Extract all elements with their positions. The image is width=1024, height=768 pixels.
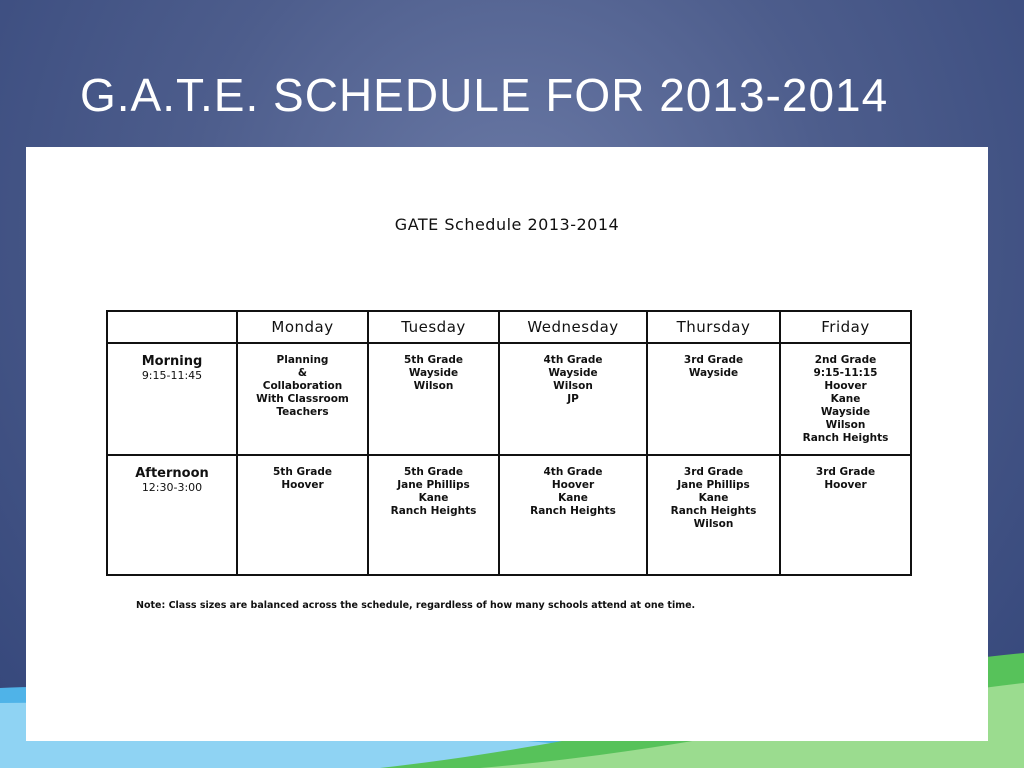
header-wednesday: Wednesday: [499, 311, 647, 343]
cell-line: Ranch Heights: [530, 505, 616, 517]
cell-line: &: [297, 367, 308, 379]
header-friday: Friday: [780, 311, 911, 343]
header-tuesday: Tuesday: [368, 311, 499, 343]
cell-line: Wilson: [693, 518, 734, 530]
cell-line: 5th Grade: [404, 354, 463, 366]
period-cell: [107, 343, 237, 455]
schedule-document: [26, 147, 988, 741]
document-heading: GATE Schedule 2013-2014: [394, 215, 620, 234]
schedule-cell: [780, 455, 911, 575]
slide-title: G.A.T.E. SCHEDULE FOR 2013-2014: [80, 69, 889, 121]
period-cell: [107, 455, 237, 575]
cell-line: 3rd Grade: [815, 466, 876, 478]
cell-line: Wilson: [413, 380, 454, 392]
table-row: [107, 455, 911, 575]
schedule-cell: [647, 455, 780, 575]
cell-line: Kane: [418, 492, 449, 504]
schedule-cell: [499, 343, 647, 455]
cell-line: Planning: [276, 354, 329, 366]
cell-line: Teachers: [276, 406, 329, 418]
cell-line: Wayside: [548, 367, 598, 379]
cell-line: 9:15-11:15: [813, 367, 878, 379]
schedule-cell: [237, 343, 368, 455]
period-time: 12:30-3:00: [141, 481, 203, 494]
cell-line: Wilson: [553, 380, 593, 392]
cell-line: Hoover: [281, 479, 324, 491]
cell-line: Wayside: [408, 367, 459, 379]
schedule-cell: [647, 343, 780, 455]
header-monday: Monday: [237, 311, 368, 343]
cell-line: 3rd Grade: [683, 354, 744, 366]
cell-line: 5th Grade: [404, 466, 463, 478]
cell-line: Kane: [830, 393, 861, 405]
header-row: [107, 311, 911, 343]
cell-line: Jane Phillips: [397, 479, 470, 491]
period-time: 9:15-11:45: [141, 369, 203, 382]
period-label: Afternoon: [135, 466, 209, 481]
schedule-cell: [237, 455, 368, 575]
schedule-note: Note: Class sizes are balanced across the schedule, regardless of how many schools attend at one time.: [136, 600, 696, 611]
schedule-table: [106, 310, 912, 576]
header-corner: [107, 311, 237, 343]
cell-line: Hoover: [824, 380, 867, 392]
cell-line: JP: [567, 393, 579, 405]
cell-line: Ranch Heights: [802, 432, 889, 444]
cell-line: Wayside: [688, 367, 739, 379]
cell-line: Wayside: [820, 406, 871, 418]
cell-line: Collaboration: [262, 380, 343, 392]
cell-line: Wilson: [825, 419, 866, 431]
cell-line: Ranch Heights: [670, 505, 757, 517]
cell-line: Hoover: [824, 479, 867, 491]
table-row: [107, 343, 911, 455]
cell-line: Kane: [698, 492, 729, 504]
schedule-cell: [368, 343, 499, 455]
cell-line: Hoover: [551, 479, 595, 491]
cell-line: 3rd Grade: [683, 466, 744, 478]
period-label: Morning: [141, 354, 203, 369]
cell-line: 4th Grade: [543, 354, 603, 366]
cell-line: 5th Grade: [273, 466, 332, 478]
cell-line: Kane: [558, 492, 588, 504]
cell-line: Jane Phillips: [677, 479, 750, 491]
cell-line: Ranch Heights: [390, 505, 477, 517]
schedule-cell: [368, 455, 499, 575]
header-thursday: Thursday: [647, 311, 780, 343]
cell-line: 2nd Grade: [814, 354, 877, 366]
schedule-cell: [780, 343, 911, 455]
cell-line: 4th Grade: [543, 466, 603, 478]
cell-line: With Classroom: [256, 393, 349, 405]
schedule-cell: [499, 455, 647, 575]
